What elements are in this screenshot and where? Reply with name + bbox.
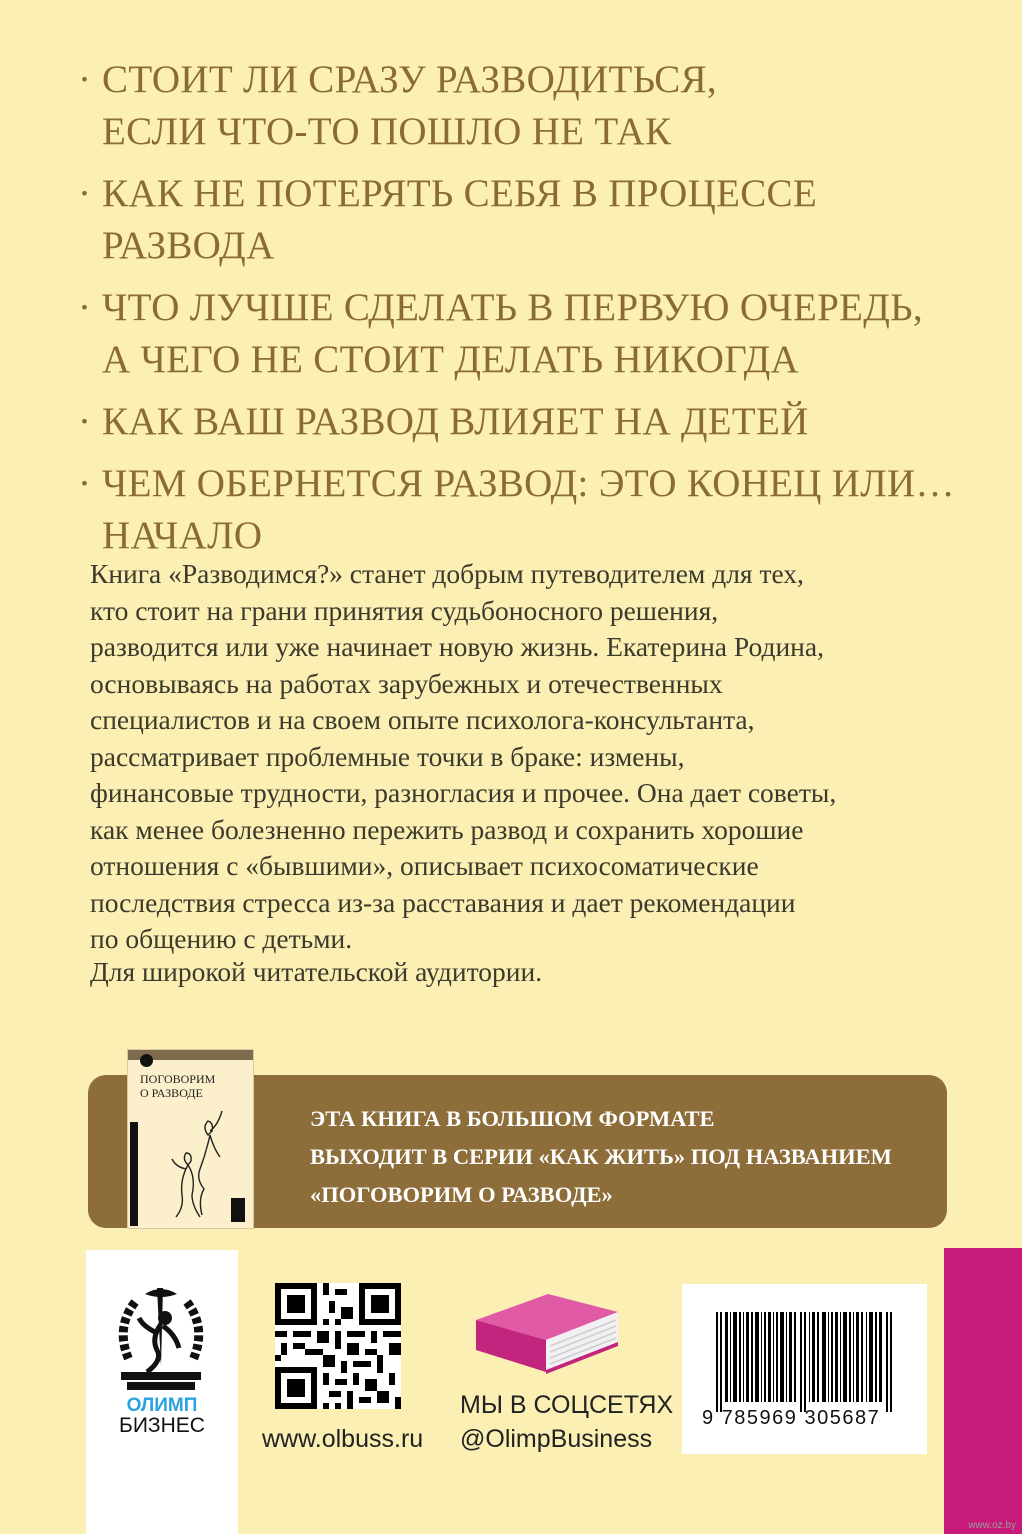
isbn-number: 9 785969 305687 — [702, 1407, 881, 1429]
bullet-list — [78, 54, 978, 572]
publisher-name-line2: БИЗНЕС — [119, 1414, 205, 1437]
watermark: www.oz.by — [968, 1520, 1016, 1531]
magenta-stripe — [944, 1248, 1022, 1534]
bullet-item — [78, 168, 978, 272]
cover-spine — [130, 1122, 138, 1226]
audience-note: Для широкой читательской аудитории. — [90, 956, 543, 987]
description-text: Книга «Разводимся?» станет добрым путеводителем для тех, кто стоит на грани принятия судьбоносного решения, разводится или уже начинает новую жизнь. Екатерина Родина, основываясь на работах зарубежных и отечественных специалистов и на своем опыте психолога-консультанта, рассматривает проблемные точки в браке: измены, финансовые трудности, разногласия и прочее. Она дает советы, как менее болезненно пережить развод и сохранить хорошие отношения с «бывшими», описывает психосоматические последствия стресса из-за расставания и дает рекомендации по общению с детьми. — [90, 558, 837, 954]
bullet-dot: · — [78, 172, 92, 215]
bullet-text: КАК НЕ ПОТЕРЯТЬ СЕБЯ В ПРОЦЕССЕ РАЗВОДА — [102, 172, 817, 267]
large-format-cover-thumbnail — [127, 1049, 254, 1229]
cover-dot-icon — [140, 1054, 153, 1067]
pink-book-icon — [472, 1290, 622, 1375]
bullet-text: СТОИТ ЛИ СРАЗУ РАЗВОДИТЬСЯ, ЕСЛИ ЧТО-ТО ПОШЛО НЕ ТАК — [102, 58, 717, 153]
olimp-business-mercury-logo-icon — [105, 1280, 217, 1395]
bullet-dot: · — [78, 58, 92, 101]
book-description — [90, 556, 870, 958]
bullet-dot: · — [78, 286, 92, 329]
bullet-text: ЧТО ЛУЧШЕ СДЕЛАТЬ В ПЕРВУЮ ОЧЕРЕДЬ, А ЧЕГО НЕ СТОИТ ДЕЛАТЬ НИКОГДА — [102, 286, 923, 381]
bullet-text: КАК ВАШ РАЗВОД ВЛИЯЕТ НА ДЕТЕЙ — [102, 400, 809, 443]
figure-illustration-icon — [166, 1105, 236, 1220]
qr-code[interactable] — [275, 1283, 401, 1409]
promo-text: ЭТА КНИГА В БОЛЬШОМ ФОРМАТЕ ВЫХОДИТ В СЕРИИ «КАК ЖИТЬ» ПОД НАЗВАНИЕМ «ПОГОВОРИМ О РАЗВОДЕ» — [310, 1106, 892, 1207]
social-handle[interactable]: МЫ В СОЦСЕТЯХ @OlimpBusiness — [460, 1391, 674, 1453]
bullet-item — [78, 54, 978, 158]
bullet-text: ЧЕМ ОБЕРНЕТСЯ РАЗВОД: ЭТО КОНЕЦ ИЛИ… НАЧАЛО — [102, 462, 955, 557]
cover-publisher-logo — [231, 1198, 245, 1222]
qr-code-icon — [275, 1283, 401, 1409]
publisher-name-line1: ОЛИМП — [126, 1395, 198, 1416]
barcode-icon — [716, 1312, 896, 1412]
bullet-dot: · — [78, 462, 92, 505]
bullet-item — [78, 396, 978, 448]
cover-title: ПОГОВОРИМ О РАЗВОДЕ — [140, 1072, 216, 1100]
bullet-item — [78, 458, 978, 562]
bullet-dot: · — [78, 400, 92, 443]
website-link[interactable]: www.olbuss.ru — [262, 1425, 424, 1453]
bullet-item — [78, 282, 978, 386]
